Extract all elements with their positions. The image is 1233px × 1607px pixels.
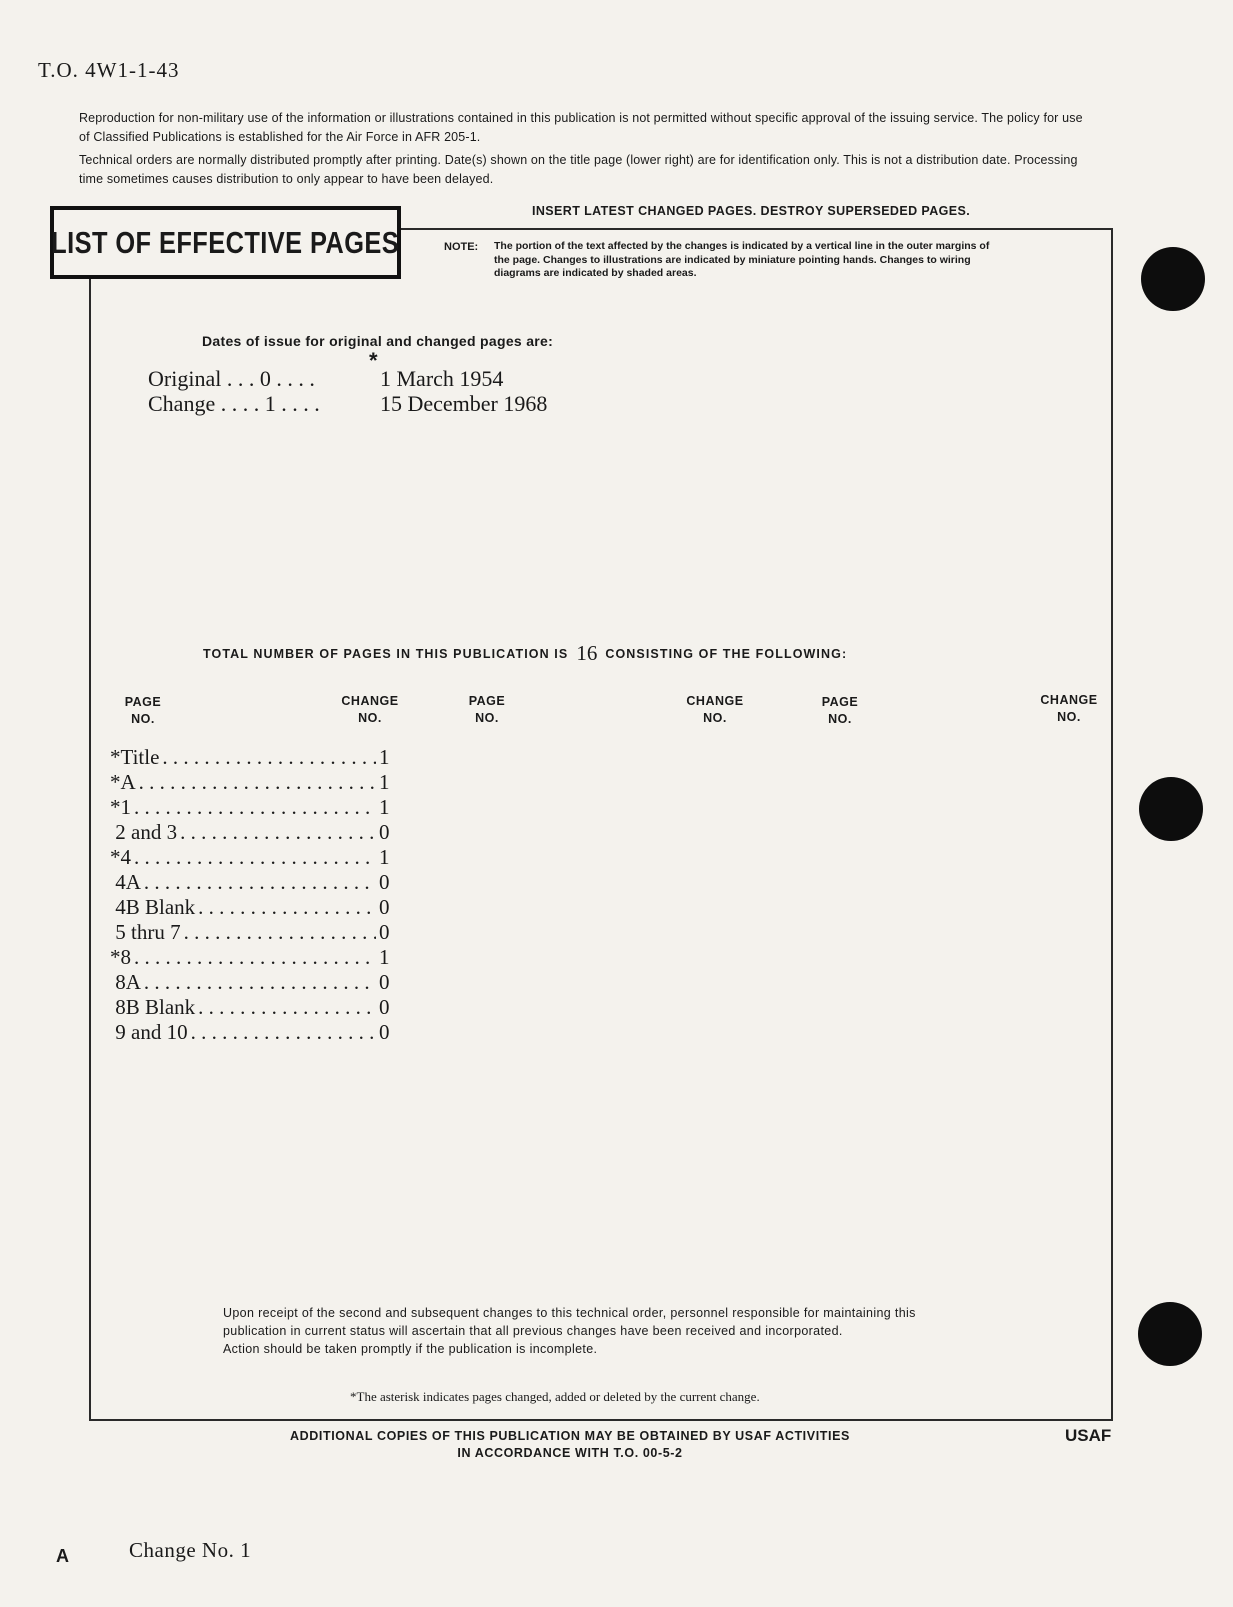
change-number: 1 xyxy=(379,795,390,819)
change-number: 0 xyxy=(379,820,390,844)
lep-title: LIST OF EFFECTIVE PAGES xyxy=(51,224,400,260)
col-page-no-3 xyxy=(810,694,870,728)
col-label: NO. xyxy=(131,712,155,726)
col-page-no-1 xyxy=(113,694,173,728)
change-number-footer: Change No. 1 xyxy=(129,1538,252,1562)
closing-action: Action should be taken promptly if the publication is incomplete. xyxy=(223,1342,598,1356)
col-label: NO. xyxy=(703,711,727,725)
page-number: *4 xyxy=(110,845,131,869)
reproduction-notice: Reproduction for non-military use of the information or illustrations contained in this publication is not permitted without specific approval of the issuing service. The policy for use of Classified Publications is established for the Air Force in AFR 205-1. xyxy=(79,111,1083,144)
col-label: PAGE xyxy=(821,695,859,709)
issue-change xyxy=(148,391,547,417)
additional-copies-note xyxy=(240,1428,900,1462)
leader-dots xyxy=(144,870,376,895)
page-number: 4B Blank xyxy=(110,895,196,919)
page-row xyxy=(110,970,393,995)
change-number: 1 xyxy=(379,945,390,969)
col-page-no-2 xyxy=(457,693,517,727)
change-number: 0 xyxy=(379,970,390,994)
page-letter: A xyxy=(56,1546,69,1566)
issue-date: 15 December 1968 xyxy=(380,391,548,416)
page-row xyxy=(110,770,393,795)
col-label: PAGE xyxy=(468,694,506,708)
note-label: NOTE: xyxy=(444,241,479,253)
col-label: CHANGE xyxy=(341,694,399,708)
total-count: 16 xyxy=(576,641,598,665)
col-label: NO. xyxy=(475,711,499,725)
change-number: 1 xyxy=(379,845,390,869)
change-number: 0 xyxy=(379,995,390,1019)
leader-dots xyxy=(198,895,376,920)
issue-original xyxy=(148,366,503,392)
binder-hole-icon xyxy=(1138,1302,1202,1366)
page-number: 8A xyxy=(110,970,141,994)
leader-dots xyxy=(134,845,376,870)
note-text: The portion of the text affected by the changes is indicated by a vertical line in the outer margins of the page. Changes to illustrations are indicated by miniature pointing hands. Changes to wiring diagrams are indicated by shaded areas. xyxy=(494,240,990,279)
page-row xyxy=(110,920,393,945)
copies-line: ADDITIONAL COPIES OF THIS PUBLICATION MAY BE OBTAINED BY USAF ACTIVITIES xyxy=(290,1429,850,1443)
issue-label: Change . . . . 1 . . . . xyxy=(148,391,320,416)
leader-dots xyxy=(198,995,376,1020)
change-number: 0 xyxy=(379,1020,390,1044)
page-number: *8 xyxy=(110,945,131,969)
change-number: 0 xyxy=(379,920,390,944)
asterisk-note: *The asterisk indicates pages changed, added or deleted by the current change. xyxy=(350,1389,760,1404)
page-number: 5 thru 7 xyxy=(110,920,181,944)
change-number: 0 xyxy=(379,870,390,894)
col-change-no-1 xyxy=(335,693,405,727)
change-number: 1 xyxy=(379,770,390,794)
leader-dots xyxy=(139,770,376,795)
change-number: 0 xyxy=(379,895,390,919)
page-row xyxy=(110,845,393,870)
page-number: 2 and 3 xyxy=(110,820,178,844)
page-row xyxy=(110,1020,393,1045)
page-row xyxy=(110,870,393,895)
asterisk-mark: * xyxy=(369,348,378,373)
distribution-notice: Technical orders are normally distributed promptly after printing. Date(s) shown on the title page (lower right) are for identification only. This is not a distribution date. Processing time sometimes causes distribution to only appear to have been delayed. xyxy=(79,153,1078,186)
leader-dots xyxy=(191,1020,376,1045)
leader-dots xyxy=(144,970,376,995)
col-label: PAGE xyxy=(124,695,162,709)
col-label: CHANGE xyxy=(686,694,744,708)
page-row xyxy=(110,745,393,770)
page-row xyxy=(110,820,393,845)
leader-dots xyxy=(180,820,376,845)
page-number: *A xyxy=(110,770,136,794)
lep-title-box xyxy=(50,206,401,279)
col-change-no-2 xyxy=(680,693,750,727)
col-label: NO. xyxy=(358,711,382,725)
page-number: *Title xyxy=(110,745,160,769)
insert-note: INSERT LATEST CHANGED PAGES. DESTROY SUPERSEDED PAGES. xyxy=(532,204,971,218)
total-pages-line xyxy=(203,641,847,666)
binder-hole-icon xyxy=(1139,777,1203,841)
copies-line: IN ACCORDANCE WITH T.O. 00-5-2 xyxy=(457,1446,683,1460)
dates-heading: Dates of issue for original and changed pages are: xyxy=(202,333,554,349)
page-row xyxy=(110,945,393,970)
closing-text: Upon receipt of the second and subsequent changes to this technical order, personnel responsible for maintaining this publication in current status will ascertain that all previous changes have been received and incorporated. xyxy=(223,1306,916,1338)
total-suffix: CONSISTING OF THE FOLLOWING: xyxy=(605,647,848,661)
issue-label: Original . . . 0 . . . . xyxy=(148,366,315,391)
leader-dots xyxy=(134,795,376,820)
page-number: 9 and 10 xyxy=(110,1020,188,1044)
leader-dots xyxy=(184,920,376,945)
col-label: NO. xyxy=(828,712,852,726)
technical-order-number: T.O. 4W1-1-43 xyxy=(38,58,180,82)
col-label: CHANGE xyxy=(1040,693,1098,707)
col-change-no-3 xyxy=(1034,692,1104,726)
binder-hole-icon xyxy=(1141,247,1205,311)
leader-dots xyxy=(134,945,376,970)
page-row xyxy=(110,895,393,920)
closing-paragraph xyxy=(223,1304,975,1358)
usaf-mark: USAF xyxy=(1065,1426,1112,1445)
page-number: *1 xyxy=(110,795,131,819)
issue-date: 1 March 1954 xyxy=(380,366,504,391)
page-row xyxy=(110,995,393,1020)
leader-dots xyxy=(162,745,376,770)
col-label: NO. xyxy=(1057,710,1081,724)
page-number: 8B Blank xyxy=(110,995,196,1019)
page-row xyxy=(110,795,393,820)
page-number: 4A xyxy=(110,870,141,894)
change-number: 1 xyxy=(379,745,390,769)
total-prefix: TOTAL NUMBER OF PAGES IN THIS PUBLICATION IS xyxy=(203,647,569,661)
